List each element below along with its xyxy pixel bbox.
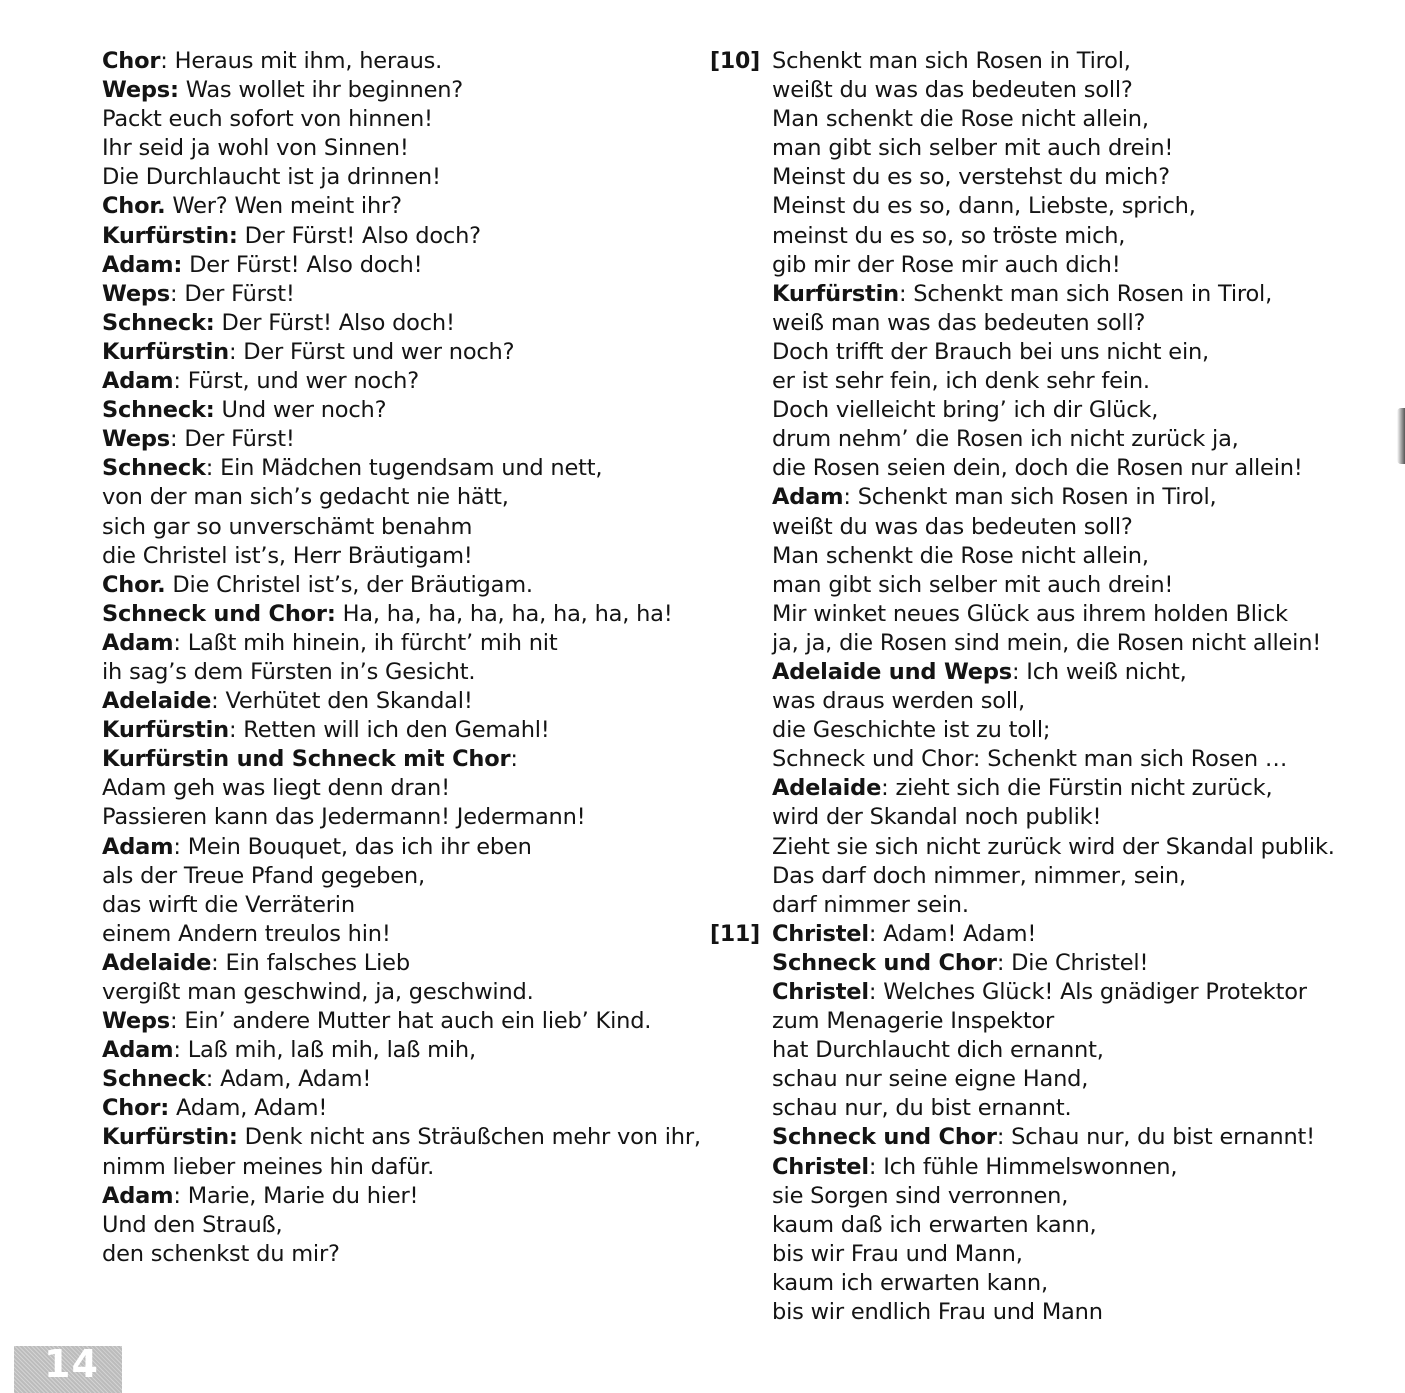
text-line <box>102 105 682 134</box>
line-text: : Ein Mädchen tugendsam und nett, <box>205 455 603 482</box>
line-content <box>772 1182 1068 1211</box>
text-line <box>710 425 1370 454</box>
text-line <box>710 47 1370 76</box>
text-line <box>710 1240 1370 1269</box>
line-text: schau nur seine eigne Hand, <box>772 1066 1089 1093</box>
text-line <box>102 367 682 396</box>
speaker-name: Kurfürstin: <box>102 222 238 249</box>
text-line <box>102 542 682 571</box>
line-text: : Adam! Adam! <box>868 920 1037 947</box>
text-line <box>102 1007 682 1036</box>
speaker-name: Schneck: <box>102 397 215 424</box>
line-text: : Ein falsches Lieb <box>211 949 410 976</box>
line-content <box>772 134 1173 163</box>
line-text: man gibt sich selber mit auch drein! <box>772 135 1174 162</box>
line-content <box>772 47 1131 76</box>
line-content <box>772 1269 1048 1298</box>
line-text: : Schau nur, du bist ernannt! <box>996 1124 1315 1151</box>
line-text: : Ein’ andere Mutter hat auch ein lieb’ Kind. <box>169 1008 652 1035</box>
text-line <box>102 280 682 309</box>
line-text: Ihr seid ja wohl von Sinnen! <box>102 135 409 162</box>
line-text: Mir winket neues Glück aus ihrem holden Blick <box>772 600 1288 627</box>
line-text: kaum ich erwarten kann, <box>772 1269 1048 1296</box>
text-line <box>710 367 1370 396</box>
speaker-name: Schneck und Chor <box>772 1124 997 1151</box>
text-line <box>102 47 682 76</box>
text-line <box>102 192 682 221</box>
line-content <box>772 1153 1177 1182</box>
line-content <box>772 745 1287 774</box>
line-text: hat Durchlaucht dich ernannt, <box>772 1037 1104 1064</box>
text-line <box>710 803 1370 832</box>
speaker-name: Kurfürstin <box>102 717 229 744</box>
line-text: Schneck und Chor: Schenkt man sich Rosen … <box>772 746 1288 773</box>
text-line <box>102 920 682 949</box>
line-content <box>772 1036 1104 1065</box>
text-line <box>710 542 1370 571</box>
text-line <box>102 309 682 338</box>
text-line <box>102 687 682 716</box>
line-content <box>772 76 1133 105</box>
text-line <box>710 396 1370 425</box>
line-content <box>772 163 1170 192</box>
line-text: Denk nicht ans Sträußchen mehr von ihr, <box>237 1124 701 1151</box>
line-text: was draus werden soll, <box>772 688 1025 715</box>
line-text: : Mein Bouquet, das ich ihr eben <box>173 833 532 860</box>
line-text: Und wer noch? <box>214 397 387 424</box>
line-text: Packt euch sofort von hinnen! <box>102 106 433 133</box>
speaker-name: Weps <box>102 1008 170 1035</box>
line-content <box>772 105 1149 134</box>
line-content <box>772 338 1209 367</box>
line-content <box>772 571 1173 600</box>
line-text: Man schenkt die Rose nicht allein, <box>772 106 1149 133</box>
line-text: Die Durchlaucht ist ja drinnen! <box>102 164 441 191</box>
text-line <box>710 1036 1370 1065</box>
text-line <box>710 251 1370 280</box>
speaker-name: Chor. <box>102 193 166 220</box>
speaker-name: Christel <box>772 920 869 947</box>
line-text: : Welches Glück! Als gnädiger Protektor <box>868 979 1307 1005</box>
line-text: zum Menagerie Inspektor <box>772 1008 1055 1035</box>
line-text: die Christel ist’s, Herr Bräutigam! <box>102 542 473 569</box>
line-text: : Schenkt man sich Rosen in Tirol, <box>843 484 1217 511</box>
speaker-name: Schneck <box>102 455 206 482</box>
line-text: nimm lieber meines hin dafür. <box>102 1153 435 1180</box>
speaker-name: Chor: <box>102 1095 170 1122</box>
speaker-name: Adam <box>102 629 174 656</box>
text-line <box>102 134 682 163</box>
line-content <box>772 1211 1097 1240</box>
line-content <box>772 454 1303 483</box>
line-text: : Laß mih, laß mih, laß mih, <box>173 1037 476 1064</box>
track-number: [11] <box>710 921 760 947</box>
line-text: Und den Strauß, <box>102 1211 283 1238</box>
text-line <box>710 1153 1370 1182</box>
line-text: : Schenkt man sich Rosen in Tirol, <box>898 280 1273 307</box>
line-content <box>772 192 1196 221</box>
line-content <box>772 425 1239 454</box>
line-content <box>772 1094 1071 1123</box>
speaker-name: Adelaide und Weps <box>772 658 1012 685</box>
line-content <box>772 542 1149 571</box>
line-content <box>772 803 1101 832</box>
text-line <box>710 978 1370 1007</box>
text-line <box>102 513 682 542</box>
text-line <box>710 1094 1370 1123</box>
text-line <box>102 1123 701 1152</box>
text-line <box>102 745 682 774</box>
line-content <box>772 920 1036 949</box>
text-line <box>102 978 682 1007</box>
line-content <box>772 658 1187 687</box>
speaker-name: Adelaide <box>102 949 212 976</box>
line-text: Der Fürst! Also doch? <box>237 222 481 249</box>
speaker-name: Adam: <box>102 251 183 278</box>
speaker-name: Adam <box>102 1037 174 1064</box>
text-line <box>102 251 682 280</box>
line-content <box>772 716 1050 745</box>
speaker-name: Adam <box>772 484 844 511</box>
line-text: Zieht sie sich nicht zurück wird der Skandal publik. <box>772 833 1335 860</box>
speaker-name: Chor. <box>102 571 166 598</box>
text-line <box>102 891 682 920</box>
text-line <box>710 309 1370 338</box>
line-text: ja, ja, die Rosen sind mein, die Rosen nicht allein! <box>772 629 1322 656</box>
text-line <box>102 425 682 454</box>
line-text: : Der Fürst! <box>169 280 295 307</box>
text-line <box>102 454 682 483</box>
text-line <box>102 483 682 512</box>
speaker-name: Weps <box>102 280 170 307</box>
text-line <box>710 1007 1370 1036</box>
line-text: weißt du was das bedeuten soll? <box>772 513 1133 540</box>
text-line <box>710 1123 1370 1152</box>
text-line <box>102 1094 682 1123</box>
line-text: wird der Skandal noch publik! <box>772 804 1102 831</box>
text-line <box>710 163 1370 192</box>
line-text: kaum daß ich erwarten kann, <box>772 1211 1097 1238</box>
text-line <box>710 658 1370 687</box>
line-text: sich gar so unverschämt benahm <box>102 513 473 540</box>
speaker-name: Schneck <box>102 1066 206 1093</box>
text-line <box>710 1211 1370 1240</box>
line-text: Was wollet ihr beginnen? <box>178 77 464 104</box>
line-text: drum nehm’ die Rosen ich nicht zurück ja, <box>772 426 1239 453</box>
line-text: : Retten will ich den Gemahl! <box>228 717 550 744</box>
line-content <box>772 396 1158 425</box>
line-content <box>772 1298 1103 1327</box>
line-text: Meinst du es so, dann, Liebste, sprich, <box>772 193 1196 220</box>
speaker-name: Adam <box>102 368 174 395</box>
speaker-name: Kurfürstin: <box>102 1124 238 1151</box>
line-text: Meinst du es so, verstehst du mich? <box>772 164 1170 191</box>
line-text: weißt du was das bedeuten soll? <box>772 77 1133 104</box>
page-number: 14 <box>44 1342 99 1386</box>
speaker-name: Adelaide <box>772 775 882 802</box>
line-content <box>772 483 1216 512</box>
line-text: : <box>510 746 518 773</box>
line-text: bis wir endlich Frau und Mann <box>772 1299 1103 1326</box>
text-line <box>710 222 1370 251</box>
line-text: Adam geh was liegt denn dran! <box>102 775 450 802</box>
text-line <box>102 949 682 978</box>
line-text: Das darf doch nimmer, nimmer, sein, <box>772 862 1186 889</box>
right-column <box>710 47 1370 1327</box>
line-text: bis wir Frau und Mann, <box>772 1240 1023 1267</box>
line-text: Der Fürst! Also doch! <box>214 309 455 336</box>
line-text: Doch vielleicht bring’ ich dir Glück, <box>772 397 1159 424</box>
speaker-name: Weps: <box>102 77 179 104</box>
line-content <box>772 251 1121 280</box>
scan-edge-mark <box>1397 408 1405 464</box>
text-line <box>102 76 682 105</box>
text-line <box>102 716 682 745</box>
speaker-name: Schneck: <box>102 309 215 336</box>
speaker-name: Adam <box>102 1182 174 1209</box>
line-text: : Der Fürst und wer noch? <box>228 338 515 365</box>
line-text: Ha, ha, ha, ha, ha, ha, ha, ha! <box>335 600 673 627</box>
line-text: Die Christel ist’s, der Bräutigam. <box>165 571 533 598</box>
text-line <box>710 280 1370 309</box>
text-line <box>710 513 1370 542</box>
line-content <box>772 978 1307 1007</box>
text-line <box>710 716 1370 745</box>
line-text: : Der Fürst! <box>169 426 295 453</box>
line-content <box>772 1065 1088 1094</box>
line-text: : Marie, Marie du hier! <box>173 1182 419 1209</box>
speaker-name: Adelaide <box>102 688 212 715</box>
text-line <box>102 862 682 891</box>
line-text: ih sag’s dem Fürsten in’s Gesicht. <box>102 658 476 685</box>
text-line <box>102 163 682 192</box>
speaker-name: Schneck und Chor: <box>102 600 336 627</box>
line-content <box>772 367 1150 396</box>
text-line <box>102 1240 682 1269</box>
speaker-name: Adam <box>102 833 174 860</box>
text-line <box>710 483 1370 512</box>
line-text: : Die Christel! <box>996 949 1149 976</box>
text-line <box>710 454 1370 483</box>
text-line <box>710 338 1370 367</box>
line-text: schau nur, du bist ernannt. <box>772 1095 1072 1122</box>
text-line <box>710 862 1370 891</box>
text-line <box>710 745 1370 774</box>
text-line <box>710 920 1370 949</box>
page-number-box <box>14 1342 122 1393</box>
line-text: man gibt sich selber mit auch drein! <box>772 571 1174 598</box>
line-text: die Geschichte ist zu toll; <box>772 717 1051 744</box>
line-text: : Heraus mit ihm, heraus. <box>160 48 443 74</box>
text-line <box>710 891 1370 920</box>
line-content <box>772 280 1272 309</box>
line-content <box>772 891 969 920</box>
text-line <box>102 1153 682 1182</box>
line-text: sie Sorgen sind verronnen, <box>772 1182 1069 1209</box>
text-line <box>102 1065 682 1094</box>
line-text: weiß man was das bedeuten soll? <box>772 309 1146 336</box>
text-line <box>710 1065 1370 1094</box>
line-content <box>772 774 1272 803</box>
line-text: : Laßt mih hinein, ih fürcht’ mih nit <box>173 629 558 656</box>
line-text: : Adam, Adam! <box>205 1066 372 1093</box>
text-line <box>710 687 1370 716</box>
line-text: gib mir der Rose mir auch dich! <box>772 251 1121 278</box>
line-text: von der man sich’s gedacht nie hätt, <box>102 484 509 511</box>
line-text: : Ich fühle Himmelswonnen, <box>868 1153 1178 1180</box>
speaker-name: Kurfürstin <box>102 338 229 365</box>
line-text: er ist sehr fein, ich denk sehr fein. <box>772 368 1150 395</box>
text-line <box>102 600 682 629</box>
line-content <box>772 600 1288 629</box>
text-line <box>102 338 682 367</box>
text-line <box>710 1269 1370 1298</box>
text-line <box>102 571 682 600</box>
line-text: darf nimmer sein. <box>772 891 969 918</box>
speaker-name: Kurfürstin <box>772 280 899 307</box>
text-line <box>102 629 682 658</box>
speaker-name: Kurfürstin und Schneck mit Chor <box>102 746 511 773</box>
text-line <box>710 949 1370 978</box>
line-text: meinst du es so, so tröste mich, <box>772 222 1126 249</box>
line-content <box>772 309 1145 338</box>
text-line <box>102 1182 682 1211</box>
text-line <box>102 833 682 862</box>
line-text: Wer? Wen meint ihr? <box>165 193 402 220</box>
text-line <box>710 105 1370 134</box>
line-text: den schenkst du mir? <box>102 1240 340 1267</box>
line-content <box>772 629 1321 658</box>
line-content <box>772 513 1133 542</box>
line-content <box>772 1123 1315 1152</box>
track-number: [10] <box>710 49 760 74</box>
line-content <box>772 222 1125 251</box>
line-text: Man schenkt die Rose nicht allein, <box>772 542 1149 569</box>
line-content <box>772 687 1025 716</box>
line-text: einem Andern treulos hin! <box>102 920 391 947</box>
line-content <box>772 1007 1054 1036</box>
line-content <box>772 1240 1023 1269</box>
line-content <box>772 862 1186 891</box>
line-content <box>772 833 1335 862</box>
speaker-name: Weps <box>102 426 170 453</box>
line-text: die Rosen seien dein, doch die Rosen nur allein! <box>772 455 1303 482</box>
text-line <box>710 1298 1370 1327</box>
line-text: : Verhütet den Skandal! <box>211 688 473 715</box>
left-column <box>102 47 701 1269</box>
text-line <box>710 833 1370 862</box>
line-text: : zieht sich die Fürstin nicht zurück, <box>881 775 1273 802</box>
text-line <box>710 600 1370 629</box>
speaker-name: Schneck und Chor <box>772 949 997 976</box>
speaker-name: Christel <box>772 1153 869 1180</box>
line-text: : Fürst, und wer noch? <box>173 368 419 395</box>
line-text: das wirft die Verräterin <box>102 891 355 918</box>
line-text: Adam, Adam! <box>169 1095 328 1122</box>
text-line <box>710 192 1370 221</box>
text-line <box>710 774 1370 803</box>
text-line <box>102 222 682 251</box>
line-text: Schenkt man sich Rosen in Tirol, <box>772 48 1131 74</box>
text-line <box>710 76 1370 105</box>
line-text: : Ich weiß nicht, <box>1011 658 1187 685</box>
text-line <box>710 571 1370 600</box>
text-line <box>102 774 682 803</box>
text-line <box>710 1182 1370 1211</box>
speaker-name: Chor <box>102 48 161 74</box>
line-text: als der Treue Pfand gegeben, <box>102 862 425 889</box>
text-line <box>102 803 682 832</box>
text-line <box>102 658 682 687</box>
speaker-name: Christel <box>772 979 869 1005</box>
line-text: vergißt man geschwind, ja, geschwind. <box>102 979 534 1005</box>
text-line <box>710 134 1370 163</box>
text-line <box>102 396 682 425</box>
text-line <box>102 1036 682 1065</box>
line-text: Doch trifft der Brauch bei uns nicht ein, <box>772 338 1210 365</box>
line-text: Der Fürst! Also doch! <box>182 251 423 278</box>
line-content <box>772 949 1148 978</box>
line-text: Passieren kann das Jedermann! Jedermann! <box>102 804 586 831</box>
text-line <box>710 629 1370 658</box>
text-line <box>102 1211 682 1240</box>
